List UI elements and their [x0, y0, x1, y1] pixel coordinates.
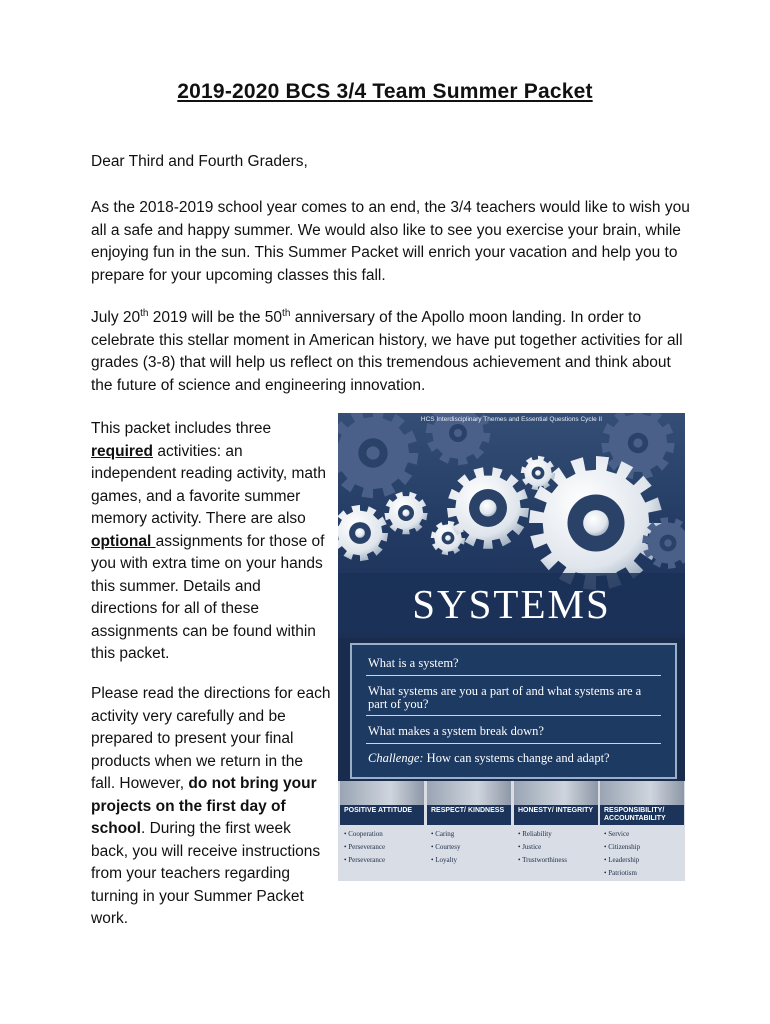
- poster-title: SYSTEMS: [412, 581, 611, 627]
- essential-questions-box: [350, 643, 677, 779]
- do-not-bring-emphasis: do not bring your projects on the first day of school: [91, 775, 317, 837]
- student-photo: [600, 781, 684, 805]
- page-title: 2019-2020 BCS 3/4 Team Summer Packet: [177, 80, 593, 103]
- value-items: • Reliability • Justice • Trustworthiness: [518, 830, 567, 864]
- value-items: • Cooperation • Perseverance • Perseverance: [344, 830, 386, 864]
- gear-icon: [338, 413, 418, 498]
- value-column: [340, 781, 424, 881]
- gear-icon: [521, 456, 556, 491]
- activities-paragraph: This packet includes three required activities: an independent reading activity, math games, and a favorite summer memory activity. There are also optional assignments for those of you with extra time on your hands this summer. Details and directions for all of these assignments can be found within this packet.: [91, 420, 326, 662]
- value-heading: HONESTY/ INTEGRITY: [514, 805, 598, 825]
- required-emphasis: required: [91, 442, 154, 460]
- poster-header: HCS Interdisciplinary Themes and Essential Questions Cycle II: [420, 416, 603, 423]
- gear-icon: [338, 505, 388, 561]
- divider: [366, 715, 661, 716]
- student-photo: [340, 781, 424, 805]
- value-items: • Service • Citizenship • Leadership • Patriotism: [604, 830, 641, 877]
- value-column: [427, 781, 511, 881]
- poster-gears-panel: [338, 413, 685, 638]
- value-heading: RESPECT/ KINDNESS: [427, 805, 511, 825]
- challenge-question: Challenge: How can systems change and adapt?: [368, 751, 610, 765]
- value-column: [600, 781, 684, 881]
- student-photo: [514, 781, 598, 805]
- divider: [366, 675, 661, 676]
- values-band: [338, 781, 685, 881]
- apollo-paragraph: July 20th 2019 will be the 50th anniversary of the Apollo moon landing. In order to celebrate this stellar moment in American history, we have put together activities for all grades (3-8) that will help us reflect on this tremendous achievement and think about the future of science and engineering innovation.: [91, 307, 683, 394]
- systems-poster: [338, 413, 685, 881]
- question-1: What is a system?: [368, 656, 459, 670]
- value-heading: POSITIVE ATTITUDE: [340, 805, 424, 825]
- gear-icon: [384, 492, 427, 535]
- value-items: • Caring • Courtesy • Loyalty: [431, 830, 461, 864]
- divider: [366, 743, 661, 744]
- value-heading: RESPONSIBILITY/ ACCOUNTABILITY: [600, 805, 684, 825]
- question-3: What makes a system break down?: [368, 724, 544, 738]
- intro-paragraph: As the 2018-2019 school year comes to an end, the 3/4 teachers would like to wish you all a safe and happy summer. We would also like to see you exercise your brain, while enjoying fun in the sun. This Summer Packet will enrich your vacation and help you to prepare for your upcoming classes this fall.: [91, 199, 690, 284]
- optional-emphasis: optional: [91, 532, 156, 550]
- student-photo: [427, 781, 511, 805]
- question-2: What systems are you a part of and what systems are a part of you?: [368, 684, 642, 711]
- greeting: Dear Third and Fourth Graders,: [91, 153, 308, 170]
- value-column: [514, 781, 598, 881]
- directions-paragraph: Please read the directions for each activity very carefully and be prepared to present your final products when we return in the fall. However, do not bring your projects on the first day of school. During the first week back, you will receive instructions from your teachers regarding turning in your Summer Packet work.: [91, 685, 331, 927]
